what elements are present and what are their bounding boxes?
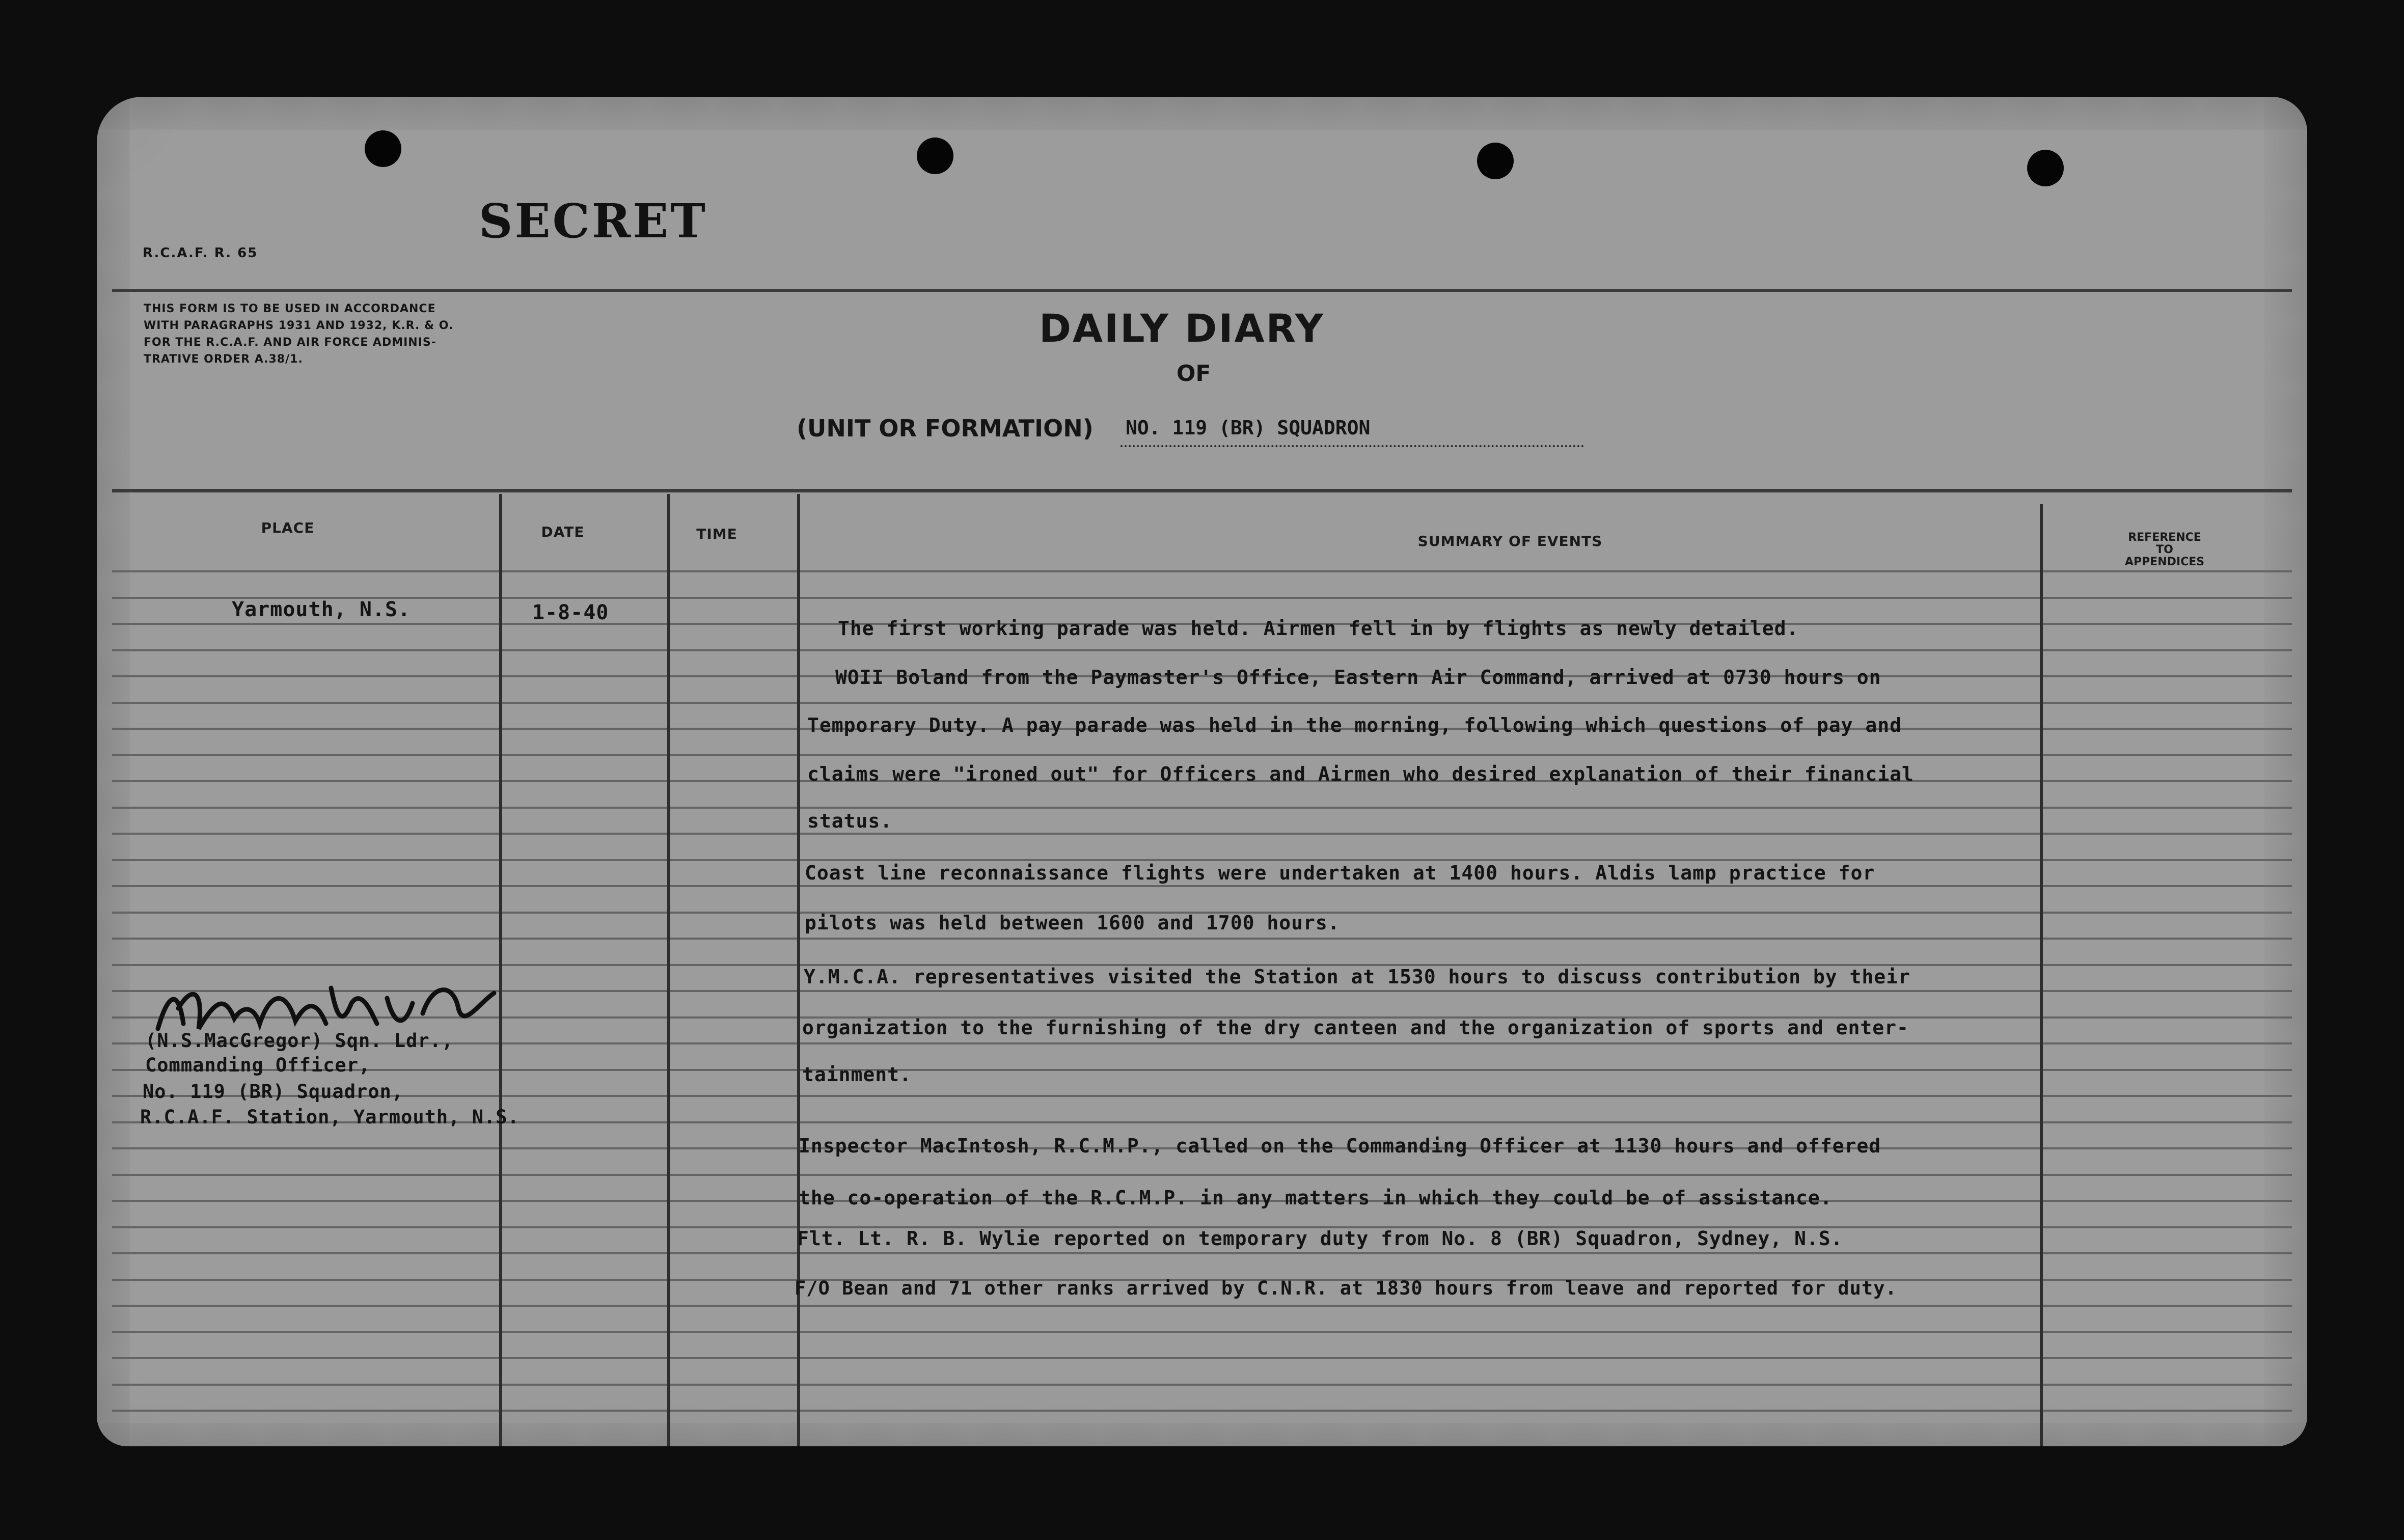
summary-line: Y.M.C.A. representatives visited the Station at 1530 hours to discuss contribution by their [804, 966, 1910, 988]
summary-line: Inspector MacIntosh, R.C.M.P., called on the Commanding Officer at 1130 hours and offered [799, 1135, 1881, 1157]
column-divider [2040, 504, 2043, 1446]
instruction-line: THIS FORM IS TO BE USED IN ACCORDANCE [144, 302, 436, 315]
col-head-reference [2058, 532, 2272, 568]
ruled-line [112, 1410, 2292, 1412]
form-number: R.C.A.F. R. 65 [143, 245, 258, 261]
header-divider [112, 289, 2292, 292]
ruled-line [112, 1095, 2292, 1097]
ruled-line [112, 570, 2292, 572]
signature-line: (N.S.MacGregor) Sqn. Ldr., [145, 1030, 454, 1052]
summary-line: The first working parade was held. Airmen fell in by flights as newly detailed. [838, 617, 1799, 640]
col-head-date: DATE [541, 524, 585, 540]
summary-line: WOII Boland from the Paymaster's Office, Eastern Air Command, arrived at 0730 hours on [835, 666, 1881, 689]
binder-hole [365, 130, 401, 167]
ruled-line [112, 1357, 2292, 1359]
summary-line: F/O Bean and 71 other ranks arrived by C.N.R. at 1830 hours from leave and reported for duty. [795, 1277, 1897, 1299]
ruled-line [112, 1331, 2292, 1333]
ruled-line [112, 833, 2292, 835]
signature-line: Commanding Officer, [145, 1054, 371, 1076]
entry-date: 1-8-40 [532, 601, 609, 624]
binder-hole [1477, 143, 1514, 179]
column-divider [667, 494, 670, 1446]
signature-line: R.C.A.F. Station, Yarmouth, N.S. [140, 1106, 520, 1128]
ruled-line [112, 1174, 2292, 1176]
instruction-line: FOR THE R.C.A.F. AND AIR FORCE ADMINIS- [144, 336, 436, 349]
ruled-line [112, 807, 2292, 809]
ruled-line [112, 1252, 2292, 1254]
diary-title: DAILY DIARY [1039, 306, 1325, 351]
column-divider [797, 494, 800, 1446]
ruled-line [112, 1069, 2292, 1071]
summary-line: Coast line reconnaissance flights were undertaken at 1400 hours. Aldis lamp practice for [805, 862, 1875, 884]
col-head-place: PLACE [261, 519, 315, 536]
instruction-line: WITH PARAGRAPHS 1931 AND 1932, K.R. & O. [144, 319, 454, 332]
ruled-line [112, 885, 2292, 887]
reference-line: APPENDICES [2124, 556, 2205, 568]
unit-label: (UNIT OR FORMATION) [797, 415, 1094, 442]
unit-underline [1121, 445, 1584, 447]
ruled-line [112, 1305, 2292, 1307]
entry-place: Yarmouth, N.S. [232, 598, 411, 621]
reference-line: TO [2156, 543, 2173, 556]
unit-value: NO. 119 (BR) SQUADRON [1126, 417, 1371, 439]
col-head-summary: SUMMARY OF EVENTS [1417, 533, 1603, 549]
summary-line: claims were "ironed out" for Officers and Airmen who desired explanation of their financial [807, 763, 1914, 785]
col-head-time: TIME [696, 526, 737, 542]
ruled-line [112, 859, 2292, 861]
summary-line: status. [807, 810, 893, 832]
diary-of: OF [1177, 361, 1211, 387]
binder-hole [917, 138, 953, 174]
summary-line: organization to the furnishing of the dry canteen and the organization of sports and enter- [802, 1016, 1909, 1039]
reference-line: REFERENCE [2128, 531, 2201, 544]
diary-card [97, 97, 2307, 1446]
summary-line: the co-operation of the R.C.M.P. in any matters in which they could be of assistance. [799, 1187, 1833, 1209]
summary-line: tainment. [802, 1063, 912, 1086]
ruled-line [112, 1384, 2292, 1386]
ruled-line [112, 597, 2292, 599]
ruled-line [112, 754, 2292, 756]
ruled-line [112, 649, 2292, 651]
summary-line: Flt. Lt. R. B. Wylie reported on temporary duty from No. 8 (BR) Squadron, Sydney, N.S. [797, 1227, 1843, 1250]
instruction-line: TRATIVE ORDER A.38/1. [144, 353, 303, 366]
column-divider [499, 494, 502, 1446]
ruled-line [112, 938, 2292, 940]
secret-stamp: SECRET [479, 194, 707, 249]
table-top-border [112, 489, 2292, 492]
form-instructions [144, 300, 453, 368]
summary-line: Temporary Duty. A pay parade was held in the morning, following which questions of pay and [807, 714, 1902, 736]
binder-hole [2027, 150, 2064, 186]
signature-line: No. 119 (BR) Squadron, [143, 1081, 404, 1103]
ruled-line [112, 702, 2292, 704]
summary-line: pilots was held between 1600 and 1700 hours. [805, 912, 1340, 934]
